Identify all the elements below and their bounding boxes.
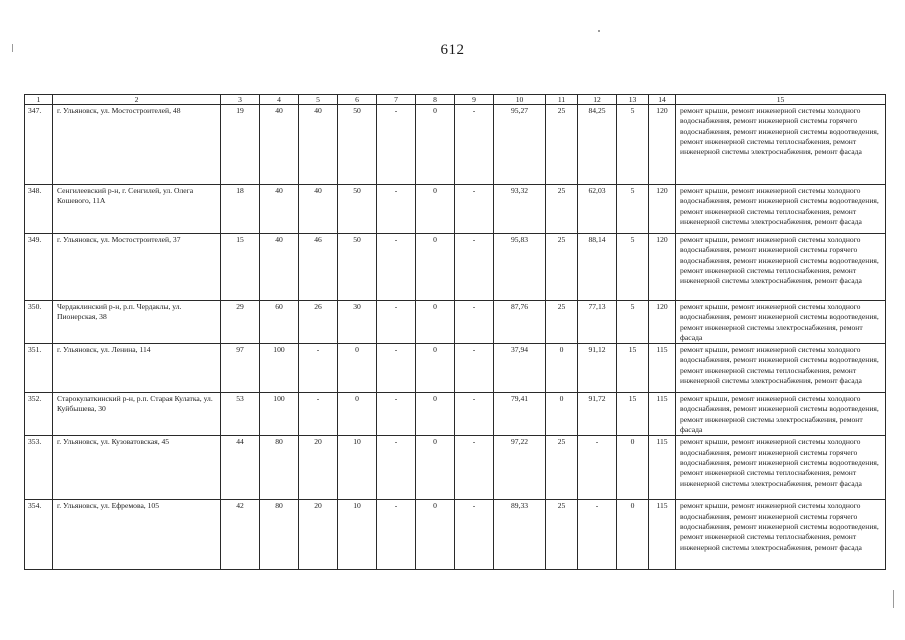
row-number-cell: 354. <box>25 500 53 570</box>
cell-col-c8: 0 <box>416 234 455 301</box>
address-cell: Чердаклинский р-н, р.п. Чердаклы, ул. Пионерская, 38 <box>53 301 221 344</box>
cell-col-c12: 84,25 <box>578 105 617 185</box>
table-row <box>25 185 886 234</box>
row-number-cell: 349. <box>25 234 53 301</box>
table-row <box>25 393 886 436</box>
cell-col-c7: - <box>377 344 416 393</box>
cell-col-c8: 0 <box>416 393 455 436</box>
cell-col-c13: 5 <box>617 301 649 344</box>
works-cell: ремонт крыши, ремонт инженерной системы холодного водоснабжения, ремонт инженерной системы горячего водоснабжения, ремонт инженерной системы водоотведения, ремонт инженерной системы теплоснабжения, ремонт инженерной системы электроснабжения, ремонт фасада <box>676 234 886 301</box>
cell-col-c8: 0 <box>416 301 455 344</box>
cell-col-c4: 40 <box>260 185 299 234</box>
cell-col-c3: 15 <box>221 234 260 301</box>
cell-col-c9: - <box>455 344 494 393</box>
address-cell: г. Ульяновск, ул. Кузоватовская, 45 <box>53 436 221 500</box>
works-cell: ремонт крыши, ремонт инженерной системы холодного водоснабжения, ремонт инженерной системы водоотведения, ремонт инженерной системы теплоснабжения, ремонт инженерной системы электроснабжения, ремонт фасада <box>676 185 886 234</box>
cell-col-c12: - <box>578 500 617 570</box>
cell-col-c8: 0 <box>416 185 455 234</box>
cell-col-c13: 5 <box>617 185 649 234</box>
cell-col-c11: 25 <box>546 234 578 301</box>
cell-col-c10: 37,94 <box>494 344 546 393</box>
cell-col-c7: - <box>377 436 416 500</box>
cell-col-c14: 120 <box>649 234 676 301</box>
works-cell: ремонт крыши, ремонт инженерной системы холодного водоснабжения, ремонт инженерной системы горячего водоснабжения, ремонт инженерной системы водоотведения, ремонт инженерной системы теплоснабжения, ремонт инженерной системы электроснабжения, ремонт фасада <box>676 436 886 500</box>
cell-col-c6: 0 <box>338 393 377 436</box>
cell-col-c10: 95,83 <box>494 234 546 301</box>
row-number-cell: 353. <box>25 436 53 500</box>
cell-col-c4: 40 <box>260 234 299 301</box>
cell-col-c14: 115 <box>649 344 676 393</box>
scan-speck <box>12 44 13 52</box>
cell-col-c4: 80 <box>260 436 299 500</box>
cell-col-c12: 91,12 <box>578 344 617 393</box>
column-header: 7 <box>377 95 416 105</box>
cell-col-c12: 91,72 <box>578 393 617 436</box>
column-header: 14 <box>649 95 676 105</box>
cell-col-c8: 0 <box>416 500 455 570</box>
cell-col-c5: - <box>299 344 338 393</box>
table-row <box>25 301 886 344</box>
column-header: 6 <box>338 95 377 105</box>
cell-col-c11: 0 <box>546 393 578 436</box>
row-number-cell: 350. <box>25 301 53 344</box>
table-header-row <box>25 95 886 105</box>
column-header: 10 <box>494 95 546 105</box>
cell-col-c10: 89,33 <box>494 500 546 570</box>
cell-col-c7: - <box>377 234 416 301</box>
cell-col-c12: 62,03 <box>578 185 617 234</box>
cell-col-c3: 42 <box>221 500 260 570</box>
address-cell: Старокулаткинский р-н, р.п. Старая Кулатка, ул. Куйбышева, 30 <box>53 393 221 436</box>
row-number-cell: 351. <box>25 344 53 393</box>
cell-col-c12: 77,13 <box>578 301 617 344</box>
column-header: 4 <box>260 95 299 105</box>
row-number-cell: 352. <box>25 393 53 436</box>
cell-col-c5: 40 <box>299 185 338 234</box>
cell-col-c5: 20 <box>299 436 338 500</box>
table-row <box>25 234 886 301</box>
address-cell: Сенгилеевский р-н, г. Сенгилей, ул. Олега Кошевого, 11А <box>53 185 221 234</box>
address-cell: г. Ульяновск, ул. Мостостроителей, 37 <box>53 234 221 301</box>
cell-col-c12: 88,14 <box>578 234 617 301</box>
column-header: 8 <box>416 95 455 105</box>
cell-col-c6: 10 <box>338 500 377 570</box>
cell-col-c9: - <box>455 185 494 234</box>
cell-col-c9: - <box>455 301 494 344</box>
column-header: 9 <box>455 95 494 105</box>
row-number-cell: 347. <box>25 105 53 185</box>
cell-col-c10: 95,27 <box>494 105 546 185</box>
cell-col-c13: 15 <box>617 344 649 393</box>
cell-col-c14: 115 <box>649 436 676 500</box>
cell-col-c10: 97,22 <box>494 436 546 500</box>
table-row <box>25 436 886 500</box>
column-header: 13 <box>617 95 649 105</box>
cell-col-c9: - <box>455 393 494 436</box>
column-header: 1 <box>25 95 53 105</box>
cell-col-c9: - <box>455 500 494 570</box>
cell-col-c13: 0 <box>617 500 649 570</box>
cell-col-c8: 0 <box>416 105 455 185</box>
cell-col-c6: 30 <box>338 301 377 344</box>
cell-col-c9: - <box>455 436 494 500</box>
address-cell: г. Ульяновск, ул. Ефремова, 105 <box>53 500 221 570</box>
cell-col-c14: 120 <box>649 185 676 234</box>
cell-col-c11: 25 <box>546 301 578 344</box>
cell-col-c7: - <box>377 105 416 185</box>
table-row <box>25 105 886 185</box>
cell-col-c9: - <box>455 234 494 301</box>
cell-col-c13: 5 <box>617 105 649 185</box>
cell-col-c3: 97 <box>221 344 260 393</box>
cell-col-c6: 50 <box>338 105 377 185</box>
cell-col-c5: 46 <box>299 234 338 301</box>
cell-col-c4: 100 <box>260 344 299 393</box>
cell-col-c6: 0 <box>338 344 377 393</box>
cell-col-c3: 53 <box>221 393 260 436</box>
cell-col-c4: 40 <box>260 105 299 185</box>
cell-col-c3: 29 <box>221 301 260 344</box>
cell-col-c8: 0 <box>416 344 455 393</box>
cell-col-c14: 120 <box>649 105 676 185</box>
cell-col-c3: 19 <box>221 105 260 185</box>
cell-col-c12: - <box>578 436 617 500</box>
column-header: 11 <box>546 95 578 105</box>
scan-speck <box>893 590 894 608</box>
table-row <box>25 500 886 570</box>
cell-col-c7: - <box>377 500 416 570</box>
cell-col-c5: 26 <box>299 301 338 344</box>
cell-col-c5: 20 <box>299 500 338 570</box>
cell-col-c6: 50 <box>338 185 377 234</box>
cell-col-c4: 80 <box>260 500 299 570</box>
cell-col-c8: 0 <box>416 436 455 500</box>
cell-col-c11: 0 <box>546 344 578 393</box>
row-number-cell: 348. <box>25 185 53 234</box>
column-header: 5 <box>299 95 338 105</box>
cell-col-c11: 25 <box>546 185 578 234</box>
cell-col-c3: 44 <box>221 436 260 500</box>
works-cell: ремонт крыши, ремонт инженерной системы холодного водоснабжения, ремонт инженерной системы горячего водоснабжения, ремонт инженерной системы водоотведения, ремонт инженерной системы теплоснабжения, ремонт инженерной системы электроснабжения, ремонт фасада <box>676 105 886 185</box>
cell-col-c10: 79,41 <box>494 393 546 436</box>
cell-col-c10: 87,76 <box>494 301 546 344</box>
cell-col-c11: 25 <box>546 500 578 570</box>
cell-col-c11: 25 <box>546 436 578 500</box>
address-cell: г. Ульяновск, ул. Ленина, 114 <box>53 344 221 393</box>
cell-col-c3: 18 <box>221 185 260 234</box>
address-cell: г. Ульяновск, ул. Мостостроителей, 48 <box>53 105 221 185</box>
cell-col-c7: - <box>377 185 416 234</box>
works-cell: ремонт крыши, ремонт инженерной системы холодного водоснабжения, ремонт инженерной системы водоотведения, ремонт инженерной системы теплоснабжения, ремонт инженерной системы электроснабжения, ремонт фасада <box>676 344 886 393</box>
cell-col-c5: - <box>299 393 338 436</box>
cell-col-c14: 115 <box>649 393 676 436</box>
cell-col-c14: 120 <box>649 301 676 344</box>
cell-col-c7: - <box>377 393 416 436</box>
column-header: 12 <box>578 95 617 105</box>
table-row <box>25 344 886 393</box>
cell-col-c4: 100 <box>260 393 299 436</box>
column-header: 2 <box>53 95 221 105</box>
cell-col-c13: 5 <box>617 234 649 301</box>
cell-col-c14: 115 <box>649 500 676 570</box>
cell-col-c10: 93,32 <box>494 185 546 234</box>
cell-col-c6: 50 <box>338 234 377 301</box>
column-header: 3 <box>221 95 260 105</box>
page-number: 612 <box>440 42 465 58</box>
cell-col-c13: 0 <box>617 436 649 500</box>
cell-col-c9: - <box>455 105 494 185</box>
cell-col-c6: 10 <box>338 436 377 500</box>
scan-speck <box>598 30 600 32</box>
cell-col-c7: - <box>377 301 416 344</box>
works-cell: ремонт крыши, ремонт инженерной системы холодного водоснабжения, ремонт инженерной системы водоотведения, ремонт инженерной системы электроснабжения, ремонт фасада <box>676 301 886 344</box>
registry-table <box>24 94 886 570</box>
cell-col-c11: 25 <box>546 105 578 185</box>
cell-col-c5: 40 <box>299 105 338 185</box>
cell-col-c13: 15 <box>617 393 649 436</box>
cell-col-c4: 60 <box>260 301 299 344</box>
column-header: 15 <box>676 95 886 105</box>
works-cell: ремонт крыши, ремонт инженерной системы холодного водоснабжения, ремонт инженерной системы горячего водоснабжения, ремонт инженерной системы водоотведения, ремонт инженерной системы теплоснабжения, ремонт инженерной системы электроснабжения, ремонт фасада <box>676 500 886 570</box>
works-cell: ремонт крыши, ремонт инженерной системы холодного водоснабжения, ремонт инженерной системы водоотведения, ремонт инженерной системы электроснабжения, ремонт фасада <box>676 393 886 436</box>
